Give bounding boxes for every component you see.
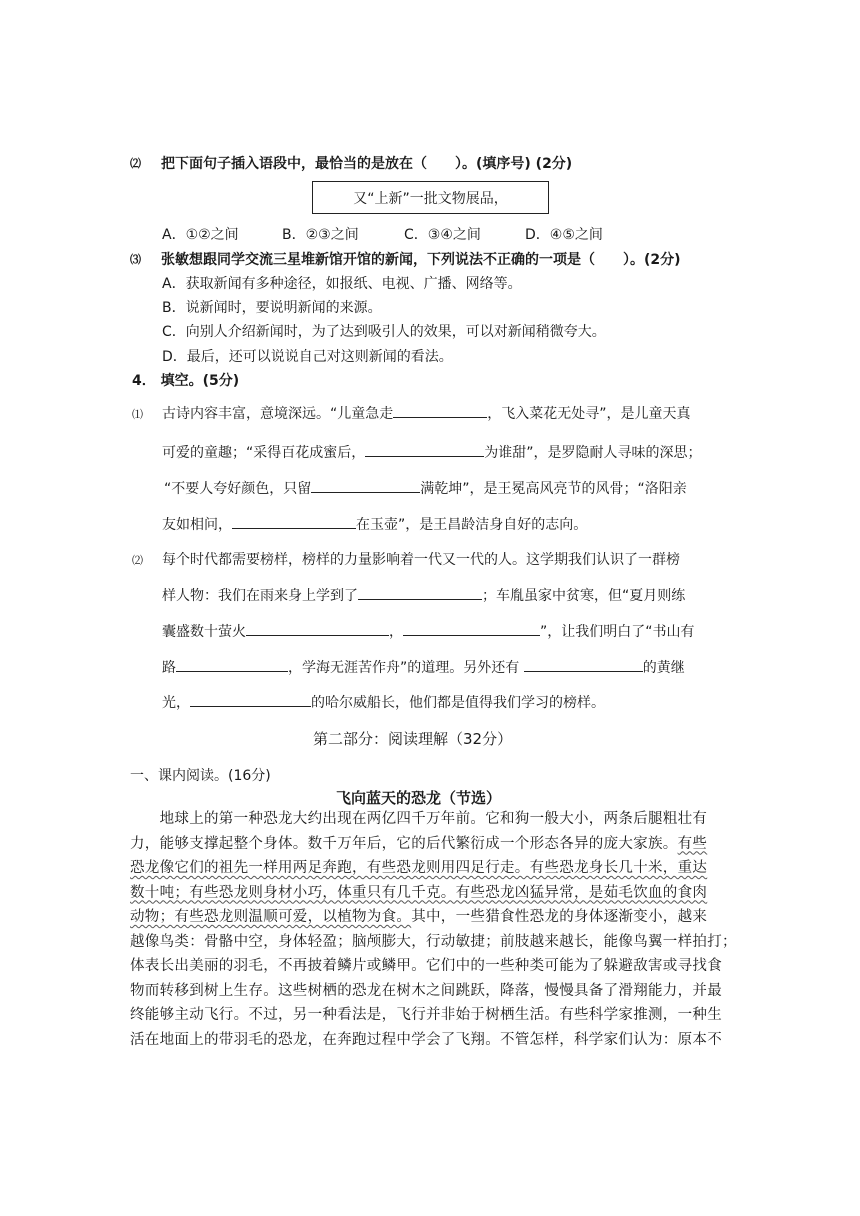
text: 友如相问， [162,517,232,533]
boxed-sentence [312,181,549,214]
q4-sub1-line2 [162,442,702,462]
q2-option-b: B．②③之间 [282,227,359,243]
text: 可爱的童趣；“采得百花成蜜后， [162,445,366,461]
q4-sub1-line3 [164,478,687,498]
q3-number: ⑶ [130,253,141,266]
text: 囊盛数十萤火 [162,624,246,640]
q4-sub2-line2 [162,585,685,605]
text: 光， [162,695,190,711]
blank-8[interactable] [176,657,288,672]
article-line: 地球上的第一种恐龙大约出现在两亿四千万年前。它和狗一般大小，两条后腿粗壮有 [130,811,708,827]
blank-7[interactable] [403,621,540,636]
text: 的哈尔威船长，他们都是值得我们学习的榜样。 [311,695,605,711]
blank-1[interactable] [393,403,487,418]
q4-sub2-line5 [162,692,605,712]
text: ，学海无涯苦作舟”的道理。另外还有 [288,660,520,676]
q4-sub2-line4 [162,657,685,677]
q4-sub1-number: ⑴ [132,408,143,421]
text: 为谁甜”，是罗隐耐人寻味的深思； [484,445,702,461]
text: 样人物：我们在雨来身上学到了 [162,588,358,604]
article-line: 物而转移到树上生存。这些树栖的恐龙在树木之间跳跃，降落，慢慢具备了滑翔能力，并最 [130,982,722,999]
boxed-sentence-text: 又“上新”一批文物展品， [353,190,508,207]
article-line: 越像鸟类：骨骼中空，身体轻盈；脑颅膨大，行动敏捷；前肢越来越长，能像鸟翼一样拍打； [130,933,737,950]
article-body [130,807,737,1052]
text: 力，能够支撑起整个身体。数千万年后，它的后代繁衍成一个形态各异的庞大家族。 [130,835,678,852]
text: ，飞入菜花无处寻”，是儿童天真 [487,406,691,422]
q4-sub1-line1 [162,403,691,423]
q3-option-d: D．最后，还可以说说自己对这则新闻的看法。 [162,349,453,365]
text: ”，让我们明白了“书山有 [540,624,695,640]
text: 满乾坤”，是王冕高风亮节的风骨；“洛阳亲 [420,481,687,497]
article-line: 体表长出美丽的羽毛，不再披着鳞片或鳞甲。它们中的一些种类可能为了躲避敌害或寻找食 [130,958,722,974]
text: 古诗内容丰富，意境深远。“儿童急走 [162,406,394,422]
text: ；车胤虽家中贫寒，但“夏月则练 [482,588,686,604]
text: 每个时代都需要榜样，榜样的力量影响着一代又一代的人。这学期我们认识了一群榜 [162,552,680,568]
article-line: 活在地面上的带羽毛的恐龙，在奔跑过程中学会了飞翔。不管怎样，科学家们认为：原本不 [130,1031,722,1048]
text: ， [389,624,403,640]
text: 路 [162,660,176,676]
part2-heading: 第二部分：阅读理解（32分） [313,730,513,748]
q4-sub2-line1 [162,549,680,569]
q2-option-d: D．④⑤之间 [525,227,603,243]
q4-sub1-line4 [162,514,587,534]
q4-sub2-line3 [162,621,695,641]
article-line [130,905,737,930]
q4-sub2-number: ⑵ [132,554,143,567]
blank-5[interactable] [358,585,482,600]
article-line: 终能够主动飞行。不过，另一种看法是，飞行并非始于树栖生活。有些科学家推测，一种生 [130,1007,722,1023]
underlined-text: 动物；有些恐龙则温顺可爱，以植物为食。 [130,909,412,925]
q3-prompt: 张敏想跟同学交流三星堆新馆开馆的新闻，下列说法不正确的一项是（ ）。(2分) [161,252,681,268]
article-line [130,832,737,857]
article-line [130,881,737,906]
q2-number: ⑵ [130,157,141,170]
q2-prompt: 把下面句子插入语段中，最恰当的是放在（ ）。(填序号) (2分) [161,156,573,172]
section1-heading: 一、课内阅读。(16分) [130,768,271,784]
blank-2[interactable] [365,442,484,457]
text: 其中，一些猎食性恐龙的身体逐渐变小，越来 [411,909,708,925]
blank-3[interactable] [311,478,420,493]
article-line [130,856,737,881]
q2-option-a: A．①②之间 [162,227,239,243]
q3-option-a: A．获取新闻有多种途径，如报纸、电视、广播、网络等。 [162,276,522,292]
q3-option-c: C．向别人介绍新闻时，为了达到吸引人的效果，可以对新闻稍微夸大。 [162,324,606,340]
blank-9[interactable] [524,657,643,672]
text: 在玉壶”，是王昌龄洁身自好的志向。 [356,517,588,533]
q2-option-c: C．③④之间 [404,227,481,243]
blank-6[interactable] [246,621,389,636]
text: 的黄继 [642,660,685,676]
q3-option-b: B．说新闻时，要说明新闻的来源。 [162,300,382,316]
underlined-text: 有些 [677,835,708,852]
q4-title: 4． 填空。(5分) [132,373,240,389]
underlined-text: 数十吨；有些恐龙则身材小巧，体重只有几千克。有些恐龙凶猛异常，是茹毛饮血的食肉 [130,884,708,901]
blank-4[interactable] [232,514,356,529]
blank-10[interactable] [190,692,311,707]
underlined-text: 恐龙像它们的祖先一样用两足奔跑，有些恐龙则用四足行走。有些恐龙身长几十米，重达 [130,860,708,876]
article-title: 飞向蓝天的恐龙（节选） [336,789,502,807]
text: “不要人夸好颜色，只留 [164,481,312,497]
